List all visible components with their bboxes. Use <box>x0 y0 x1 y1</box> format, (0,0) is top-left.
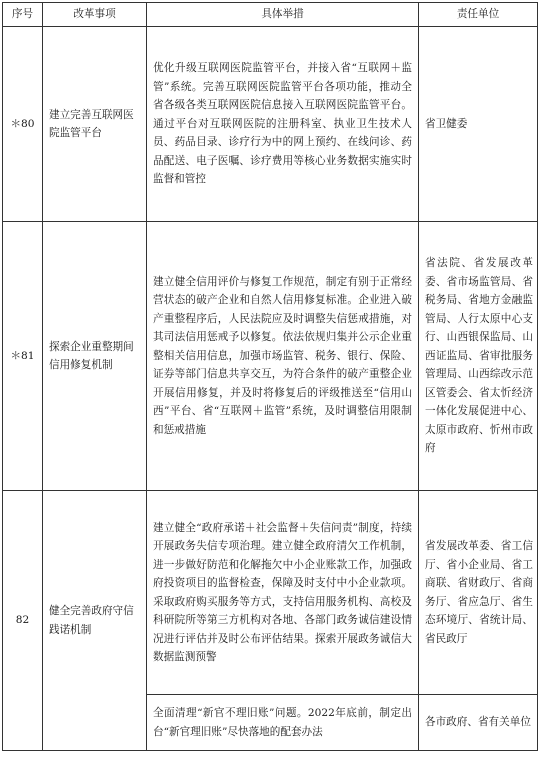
row-reform-item: 建立完善互联网医院监管平台 <box>43 27 147 222</box>
table-row <box>3 27 538 222</box>
row-measures: 全面清理“新官不理旧账”问题。2022年底前，制定出台“新官理旧账”尽快落地的配套办法 <box>147 695 419 751</box>
row-measures: 建立健全“政府承诺＋社会监督＋失信问责”制度，持续开展政务失信专项治理。建立健全政府清欠工作机制，进一步做好防范和化解拖欠中小企业账款工作，加强政府投资项目的监督检查，保障及时支付中小企业款项。采取政府购买服务等方式，支持信用服务机构、高校及科研院所等第三方机构对各地、各部门政务诚信建设情况进行评估并及时公布评估结果。探索开展政务诚信大数据监测预警 <box>147 491 419 695</box>
row-responsible-unit: 省法院、省发展改革委、省市场监管局、省税务局、省地方金融监管局、人行太原中心支行、山西银保监局、山西证监局、省审批服务管理局、山西综改示范区管委会、省太忻经济一体化发展促进中心、太原市政府、忻州市政府 <box>419 222 538 491</box>
header-reform-item: 改革事项 <box>43 3 147 27</box>
row-measures: 建立健全信用评价与修复工作规范，制定有别于正常经营状态的破产企业和自然人信用修复标准。企业进入破产重整程序后，人民法院应及时调整失信惩戒措施，对其司法信用惩戒予以修复。依法依规归集并公示企业重整相关信用信息，加强市场监管、税务、银行、保险、证券等部门信息共享交互，为符合条件的破产重整企业开展信用修复，并及时将修复后的评级推送至“信用山西”平台、省“互联网＋监管”系统，及时调整信用限制和惩戒措施 <box>147 222 419 491</box>
header-responsible-unit: 责任单位 <box>419 3 538 27</box>
row-serial-number: ＊80 <box>3 27 43 222</box>
row-serial-number: 82 <box>3 491 43 751</box>
row-reform-item: 健全完善政府守信践诺机制 <box>43 491 147 751</box>
table-header-row <box>3 3 538 27</box>
header-serial-number: 序号 <box>3 3 43 27</box>
row-measures: 优化升级互联网医院监管平台，并接入省“互联网＋监管”系统。完善互联网医院监管平台各项功能，推动全省各级各类互联网医院信息接入互联网医院监管平台。通过平台对互联网医院的注册科室、执业卫生技术人员、药品目录、诊疗行为中的网上预约、在线问诊、药品配送、电子医嘱、诊疗费用等核心业务数据实施实时监督和管控 <box>147 27 419 222</box>
reform-measures-table <box>2 2 538 751</box>
row-responsible-unit: 省卫健委 <box>419 27 538 222</box>
row-responsible-unit: 省发展改革委、省工信厅、省小企业局、省工商联、省财政厅、省商务厅、省应急厅、省生态环境厅、省统计局、省民政厅 <box>419 491 538 695</box>
header-specific-measures: 具体举措 <box>147 3 419 27</box>
row-responsible-unit: 各市政府、省有关单位 <box>419 695 538 751</box>
table-row <box>3 491 538 695</box>
row-reform-item: 探索企业重整期间信用修复机制 <box>43 222 147 491</box>
table-row <box>3 222 538 491</box>
row-serial-number: ＊81 <box>3 222 43 491</box>
